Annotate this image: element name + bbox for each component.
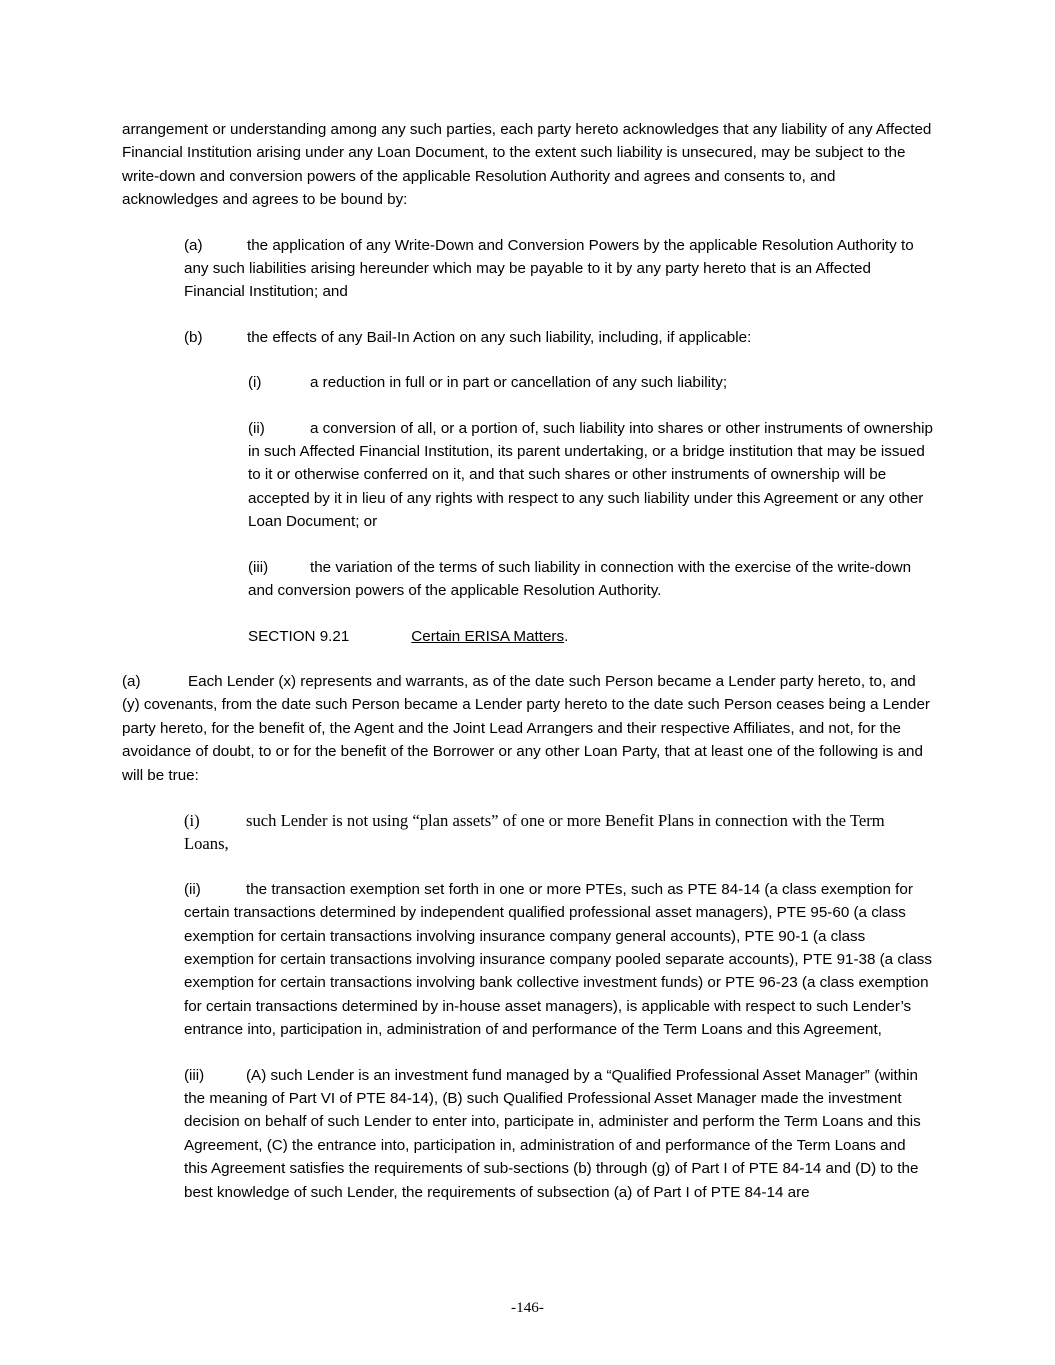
paragraph-section-iii-label: (iii) [184,1066,205,1084]
paragraph-section-i [184,809,933,856]
paragraph-b-iii-text: the variation of the terms of such liability in connection with the exercise of the write-down and conversion powers of the applicable Resolution Authority. [248,558,912,600]
paragraph-b [184,326,933,349]
paragraph-section-a [122,670,933,787]
paragraph-b-ii-text: a conversion of all, or a portion of, such liability into shares or other instruments of ownership in such Affected Financial Institution, its parent undertaking, or a bridge institution that may be issued to it or otherwise conferred on it, and that such shares or other instruments of ownership will be accepted by it in lieu of any rights with respect to any such liability under this Agreement or any other Loan Document; or [248,419,933,531]
paragraph-b-i-text: a reduction in full or in part or cancellation of any such liability; [310,374,728,392]
section-number: SECTION 9.21 [248,627,350,645]
paragraph-section-a-text: Each Lender (x) represents and warrants, as of the date such Person became a Lender party hereto, to, and (y) covenants, from the date such Person became a Lender party hereto to the date such Person ceases being a Lender party hereto, for the benefit of, the Agent and the Joint Lead Arrangers and their respective Affiliates, and not, for the avoidance of doubt, to or for the benefit of the Borrower or any other Loan Party, that at least one of the following is and will be true: [122,672,930,784]
paragraph-b-text: the effects of any Bail-In Action on any such liability, including, if applicable: [247,328,752,346]
paragraph-intro: arrangement or understanding among any such parties, each party hereto acknowledges that any liability of any Affected Financial Institution arising under any Loan Document, to the extent such liability is unsecured, may be subject to the write-down and conversion powers of the applicable Resolution Authority and agrees and consents to, and acknowledges and agrees to be bound by: [122,121,932,209]
section-title: Certain ERISA Matters [411,627,565,645]
page-number: -146- [511,1299,544,1316]
paragraph-section-i-text: such Lender is not using “plan assets” of one or more Benefit Plans in connection with the Term Loans, [184,810,885,854]
paragraph-section-a-label: (a) [122,672,141,690]
paragraph-b-i [248,371,933,394]
section-heading [248,625,933,648]
paragraph-b-ii-label: (ii) [248,419,265,437]
document-body [122,118,933,1204]
paragraph-a-label: (a) [184,236,203,254]
paragraph-b-ii [248,417,933,534]
paragraph-section-ii-label: (ii) [184,880,201,898]
paragraph-section-iii [184,1064,933,1204]
paragraph-b-iii [248,556,933,603]
paragraph-b-i-label: (i) [248,374,262,392]
section-period: . [564,627,569,645]
paragraph-section-i-label: (i) [184,810,200,830]
paragraph-section-ii-text: the transaction exemption set forth in one or more PTEs, such as PTE 84-14 (a class exemption for certain transactions determined by independent qualified professional asset managers), PTE 95-60 (a class exemption for certain transactions involving insurance company general accounts), PTE 90-1 (a class exemption for certain transactions involving insurance company pooled separate accounts), PTE 91-38 (a class exemption for certain transactions involving bank collective investment funds) or PTE 96-23 (a class exemption for certain transactions determined by in-house asset managers), is applicable with respect to such Lender’s entrance into, participation in, administration of and performance of the Term Loans and this Agreement, [184,880,932,1039]
paragraph-section-iii-text: (A) such Lender is an investment fund managed by a “Qualified Professional Asset Manager” (within the meaning of Part VI of PTE 84-14), (B) such Qualified Professional Asset Manager made the investment decision on behalf of such Lender to enter into, participate in, administer and perform the Term Loans and this Agreement, (C) the entrance into, participation in, administration of and performance of the Term Loans and this Agreement satisfies the requirements of sub-sections (b) through (g) of Part I of PTE 84-14 and (D) to the best knowledge of such Lender, the requirements of subsection (a) of Part I of PTE 84-14 are [184,1066,921,1201]
paragraph-a-text: the application of any Write-Down and Conversion Powers by the applicable Resolution Authority to any such liabilities arising hereunder which may be payable to it by any party hereto that is an Affected Financial Institution; and [184,236,914,301]
paragraph-b-label: (b) [184,328,203,346]
paragraph-b-iii-label: (iii) [248,558,269,576]
paragraph-a [184,234,933,304]
paragraph-section-ii [184,878,933,1042]
